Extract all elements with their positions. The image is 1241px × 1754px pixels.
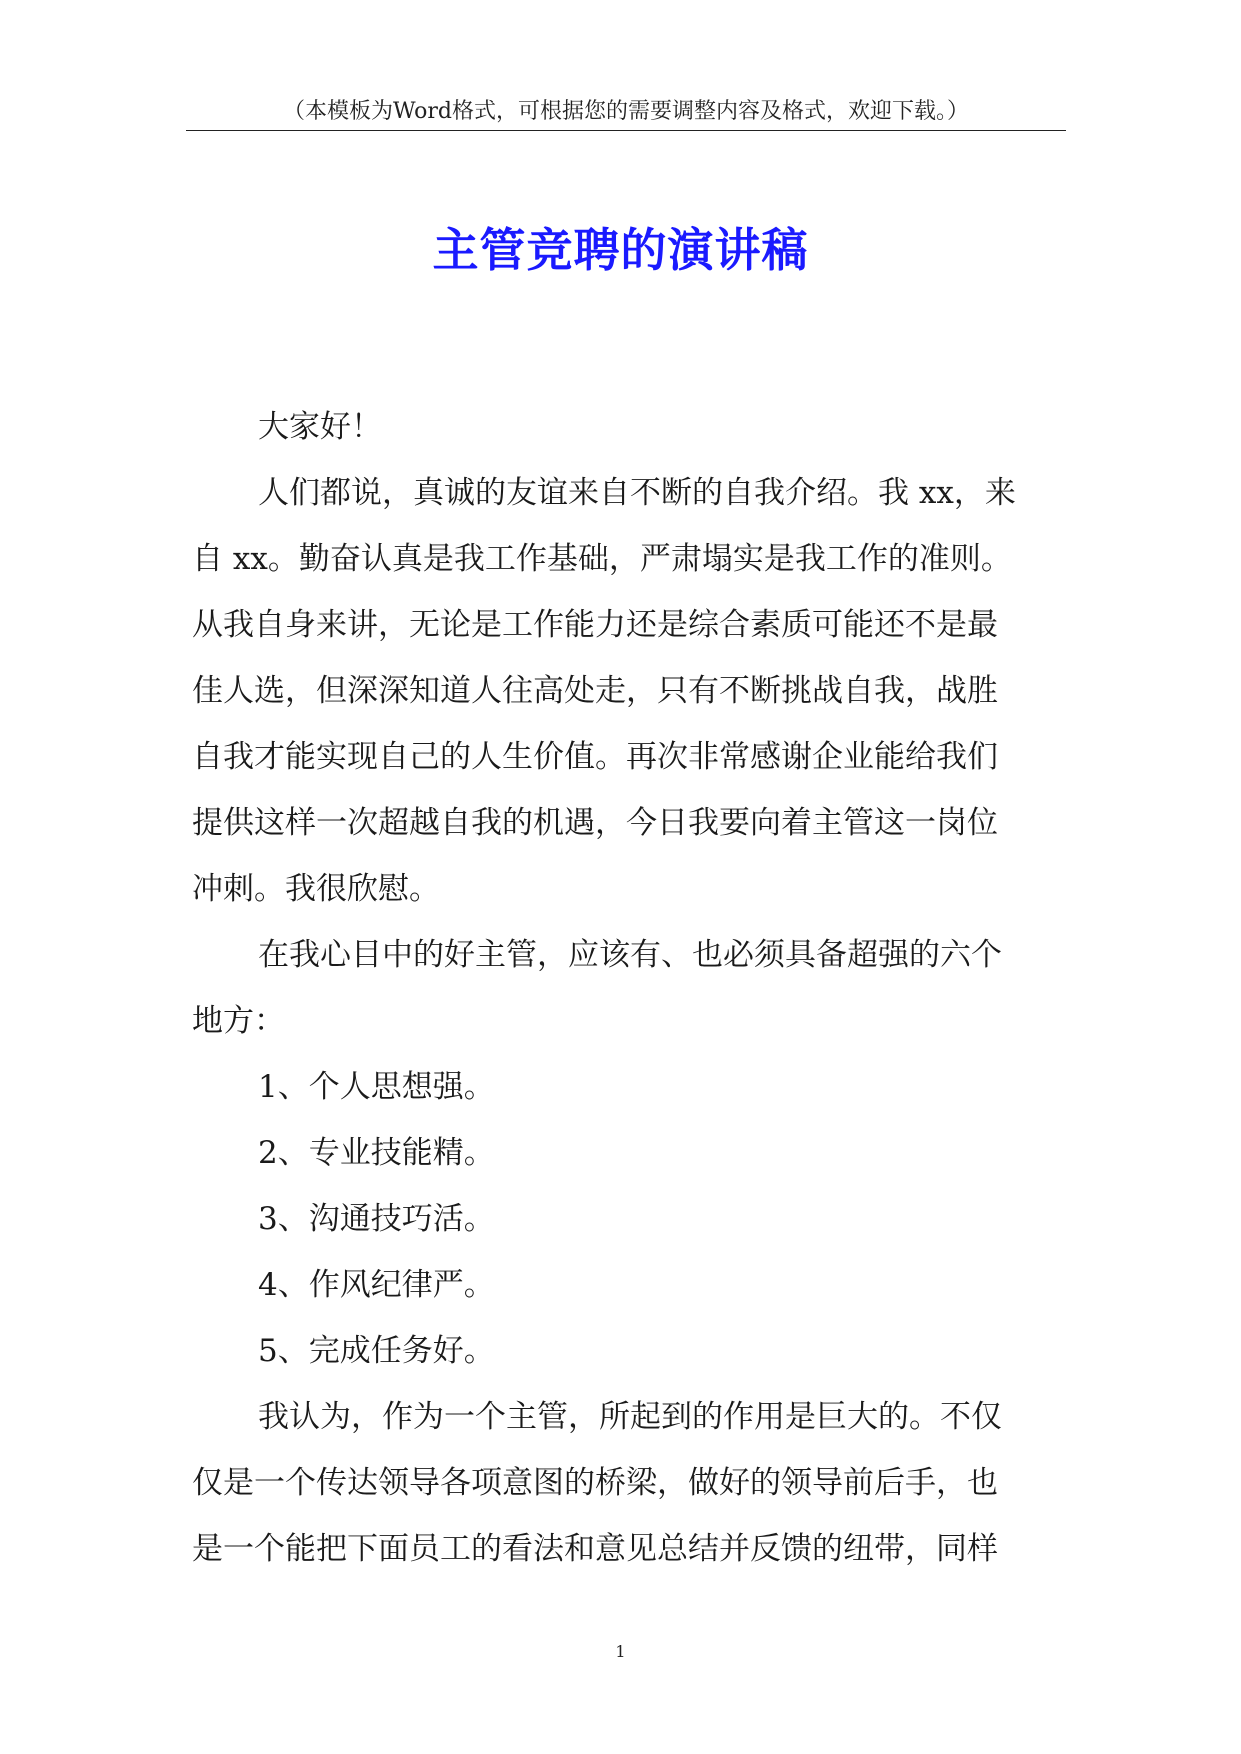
body-line: 仅是一个传达领导各项意图的桥梁，做好的领导前后手，也	[192, 1465, 998, 1501]
body-line: 自我才能实现自己的人生价值。再次非常感谢企业能给我们	[192, 739, 998, 775]
list-item: 2、专业技能精。	[258, 1135, 495, 1171]
list-item: 3、沟通技巧活。	[258, 1201, 495, 1237]
body-line: 自 xx。勤奋认真是我工作基础，严肃塌实是我工作的准则。	[192, 541, 1012, 577]
document-title: 主管竞聘的演讲稿	[432, 223, 809, 277]
body-line: 冲刺。我很欣慰。	[192, 871, 440, 907]
body-line: 是一个能把下面员工的看法和意见总结并反馈的纽带，同样	[192, 1531, 998, 1567]
list-item: 4、作风纪律严。	[258, 1267, 495, 1303]
body-line: 我认为，作为一个主管，所起到的作用是巨大的。不仅	[258, 1399, 1002, 1435]
list-item: 1、个人思想强。	[258, 1069, 495, 1105]
body-line: 大家好！	[258, 409, 382, 445]
body-line: 佳人选，但深深知道人往高处走，只有不断挑战自我，战胜	[192, 673, 998, 709]
body-line: 人们都说，真诚的友谊来自不断的自我介绍。我 xx，来	[258, 475, 1016, 511]
template-note: （本模板为Word格式，可根据您的需要调整内容及格式，欢迎下载。）	[283, 99, 969, 124]
document-body	[192, 394, 1068, 1582]
body-line: 提供这样一次超越自我的机遇，今日我要向着主管这一岗位	[192, 805, 998, 841]
body-line: 地方：	[192, 1003, 285, 1039]
list-item: 5、完成任务好。	[258, 1333, 495, 1369]
header-divider	[186, 130, 1066, 131]
page-number: 1	[615, 1642, 626, 1661]
body-line: 从我自身来讲，无论是工作能力还是综合素质可能还不是最	[192, 607, 998, 643]
body-line: 在我心目中的好主管，应该有、也必须具备超强的六个	[258, 937, 1002, 973]
